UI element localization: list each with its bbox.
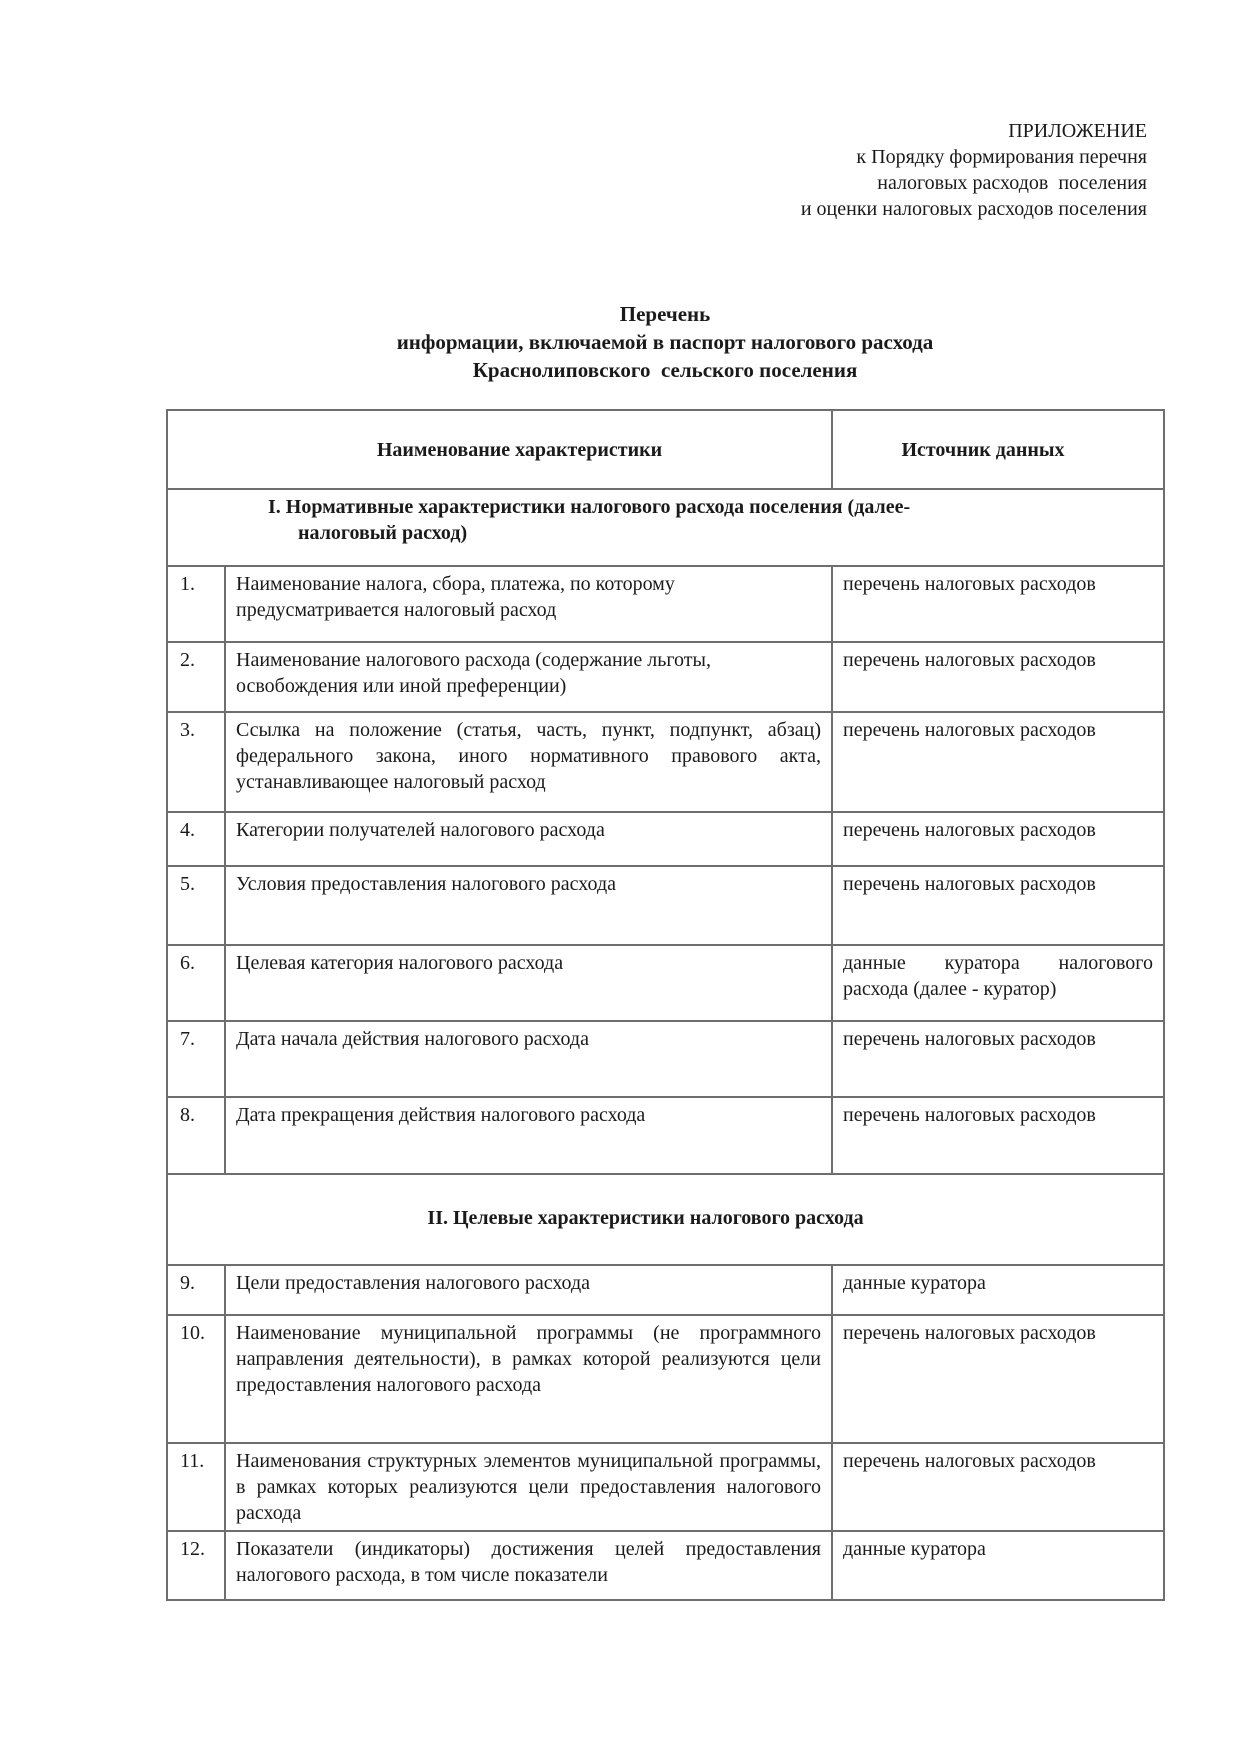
table-row bbox=[167, 1265, 1164, 1315]
row-name: Условия предоставления налогового расхода bbox=[225, 866, 832, 945]
appendix-line: к Порядку формирования перечня bbox=[856, 146, 1147, 168]
row-name: Наименование налогового расхода (содержание льготы, освобождения или иной преференции) bbox=[225, 642, 832, 712]
row-name: Целевая категория налогового расхода bbox=[225, 945, 832, 1021]
section-title bbox=[167, 1174, 1164, 1265]
table-row bbox=[167, 812, 1164, 866]
row-number: 2. bbox=[167, 642, 225, 712]
title-line: Перечень bbox=[619, 302, 711, 326]
row-number: 3. bbox=[167, 712, 225, 812]
row-name: Ссылка на положение (статья, часть, пункт, подпункт, абзац) федерального закона, иного нормативного правового акта, устанавливающее налоговый расход bbox=[225, 712, 832, 812]
section-title-line: I. Нормативные характеристики налогового расхода поселения (далее- bbox=[268, 496, 911, 518]
row-number: 4. bbox=[167, 812, 225, 866]
row-number: 1. bbox=[167, 566, 225, 642]
row-number: 6. bbox=[167, 945, 225, 1021]
table-row bbox=[167, 1021, 1164, 1097]
appendix-header bbox=[801, 118, 1147, 222]
row-name: Наименования структурных элементов муниципальной программы, в рамках которых реализуются цели предоставления налогового расхода bbox=[225, 1443, 832, 1531]
row-source: данные куратора bbox=[832, 1531, 1164, 1600]
characteristics-table bbox=[166, 409, 1165, 1601]
row-number: 9. bbox=[167, 1265, 225, 1315]
row-source: перечень налоговых расходов bbox=[832, 1097, 1164, 1174]
row-name: Наименование налога, сбора, платежа, по которому предусматривается налоговый расход bbox=[225, 566, 832, 642]
header-source: Источник данных bbox=[832, 410, 1164, 489]
document-title bbox=[0, 300, 1241, 384]
header-name: Наименование характеристики bbox=[167, 410, 832, 489]
section-title bbox=[167, 489, 1164, 566]
row-source: перечень налоговых расходов bbox=[832, 1021, 1164, 1097]
row-source: перечень налоговых расходов bbox=[832, 1315, 1164, 1443]
section-title-line: налоговый расход) bbox=[298, 522, 468, 544]
row-source: перечень налоговых расходов bbox=[832, 812, 1164, 866]
table-row bbox=[167, 566, 1164, 642]
row-source: данные куратора bbox=[832, 1265, 1164, 1315]
row-source: перечень налоговых расходов bbox=[832, 566, 1164, 642]
section-row bbox=[167, 1174, 1164, 1265]
row-number: 12. bbox=[167, 1531, 225, 1600]
row-name: Категории получателей налогового расхода bbox=[225, 812, 832, 866]
row-number: 5. bbox=[167, 866, 225, 945]
appendix-line: налоговых расходов поселения bbox=[877, 172, 1147, 194]
table-row bbox=[167, 642, 1164, 712]
table-row bbox=[167, 866, 1164, 945]
row-name: Цели предоставления налогового расхода bbox=[225, 1265, 832, 1315]
table-row bbox=[167, 1097, 1164, 1174]
title-line: информации, включаемой в паспорт налогового расхода bbox=[396, 330, 934, 354]
row-source: перечень налоговых расходов bbox=[832, 712, 1164, 812]
table-header-row bbox=[167, 410, 1164, 489]
row-name: Наименование муниципальной программы (не программного направления деятельности), в рамках которой реализуются цели предоставления налогового расхода bbox=[225, 1315, 832, 1443]
table-row bbox=[167, 1315, 1164, 1443]
appendix-title: ПРИЛОЖЕНИЕ bbox=[1008, 120, 1147, 142]
title-line: Краснолиповского сельского поселения bbox=[472, 358, 858, 382]
table-row bbox=[167, 712, 1164, 812]
row-source: перечень налоговых расходов bbox=[832, 642, 1164, 712]
table-row bbox=[167, 945, 1164, 1021]
row-number: 11. bbox=[167, 1443, 225, 1531]
row-source: перечень налоговых расходов bbox=[832, 1443, 1164, 1531]
row-source: данные куратора налогового расхода (далее - куратор) bbox=[832, 945, 1164, 1021]
row-number: 10. bbox=[167, 1315, 225, 1443]
section-title-line: II. Целевые характеристики налогового расхода bbox=[427, 1207, 864, 1229]
table-row bbox=[167, 1443, 1164, 1531]
table-row bbox=[167, 1531, 1164, 1600]
row-name: Дата начала действия налогового расхода bbox=[225, 1021, 832, 1097]
row-source: перечень налоговых расходов bbox=[832, 866, 1164, 945]
row-number: 8. bbox=[167, 1097, 225, 1174]
row-number: 7. bbox=[167, 1021, 225, 1097]
appendix-line: и оценки налоговых расходов поселения bbox=[800, 198, 1147, 220]
row-name: Дата прекращения действия налогового расхода bbox=[225, 1097, 832, 1174]
row-name: Показатели (индикаторы) достижения целей предоставления налогового расхода, в том числе показатели bbox=[225, 1531, 832, 1600]
section-row bbox=[167, 489, 1164, 566]
